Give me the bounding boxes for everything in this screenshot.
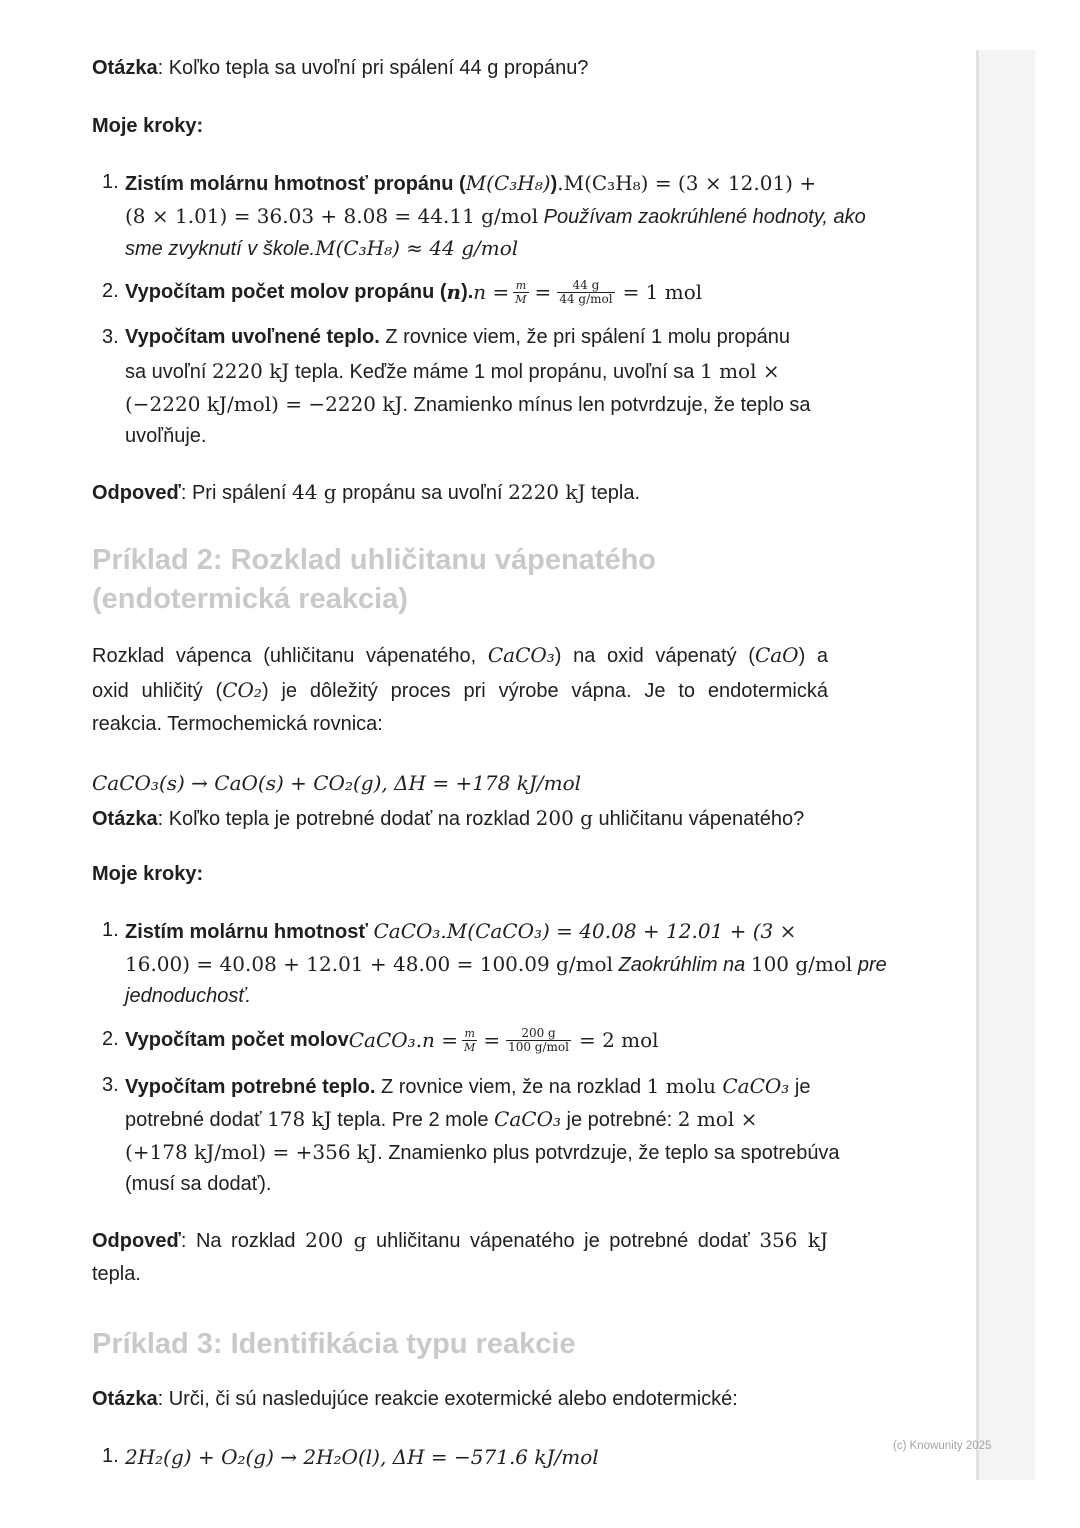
step3-text: Z rovnice viem, že na rozklad [375,1076,647,1098]
fraction-values [506,1027,571,1054]
step3-calc: (+178 kJ/mol) = +356 kJ [125,1140,378,1164]
step3-text: je potrebné: [561,1109,678,1131]
step3-line1 [125,326,790,349]
list-number: 3. [102,1074,119,1096]
step1-note: jednoduchosť. [125,985,252,1007]
answer-text: : Pri spálení [180,482,292,504]
frac-den: M [515,292,527,306]
step3-line2 [125,359,780,384]
step3-text: tepla. Pre [331,1109,429,1131]
step2-line1: Vypočítam počet molov propánu ( n ). n = $\frac{m}{M}$ = $\frac{44 g}{\text{44 g/mol}}$ = 1 mol [125,277,703,306]
step3-text: mole [439,1109,495,1131]
step1-formula: CaCO₃.M(CaCO₃) = 40.08 + 12.01 + (3 × [373,919,797,943]
intro-text: reakcia. Termochemická rovnica: [92,713,383,735]
step3-text: . Znamienko plus potvrdzuje, že teplo sa spotrebúva [377,1142,840,1164]
steps-label: Moje kroky: [92,115,204,137]
frac-den: 100 g/mol [508,1039,569,1054]
step1-approx: M(C₃H₈) ≈ 44 g/mol [315,236,519,260]
step3-line1 [125,1074,810,1099]
step1-title: Zistím molárnu hmotnosť propánu ( [125,173,466,195]
intro-line1 [92,643,828,668]
step3-text: (musí sa dodať). [125,1173,272,1195]
answer-value: 356 kJ [759,1228,828,1252]
answer-text: tepla. [585,482,641,504]
intro-text: Rozklad vápenca (uhličitanu vápenatého, [92,645,488,667]
step1-line3 [125,985,251,1008]
question-paragraph [92,806,804,831]
step3-text: sa uvoľní [125,361,212,383]
answer-text: propánu sa uvoľní [336,482,509,504]
intro-text: ) na oxid vápenatý ( [554,645,755,667]
question-label: Otázka [92,808,158,830]
reaction-equation: 2H₂(g) + O₂(g) → 2H₂O(l), ΔH = −571.6 kJ/mol [125,1445,599,1469]
answer-text: tepla. [92,1263,141,1285]
answer-value: 2220 kJ [508,480,586,504]
step1-line3 [125,236,518,261]
step1-formula-b: .M(C₃H₈) = (3 × 12.01) + [557,171,817,195]
step3-line3 [125,392,811,417]
step3-text: . Znamienko mínus len potvrdzuje, že teplo sa [402,394,811,416]
question-value: 200 g [535,806,593,830]
step3-text: Z rovnice viem, že pri spálení 1 molu propánu [379,326,790,348]
question-text: : Urči, či sú nasledujúce reakcie exotermické alebo endotermické: [157,1388,738,1410]
answer-label: Odpoveď [92,1230,181,1252]
right-margin-bar [976,50,1035,1480]
question-label: Otázka [92,1388,158,1410]
step1-paren: ) [550,173,558,195]
step3-value: 2 mol × [677,1107,758,1131]
step2-result: = 2 mol [578,1028,659,1052]
step3-line2 [125,1107,757,1132]
formula: CaCO₃ [722,1074,790,1098]
step3-title: Vypočítam potrebné teplo. [125,1076,376,1098]
formula: CaO [754,643,799,667]
formula: CaCO₃ [494,1107,561,1131]
step3-text: 2 [428,1109,440,1131]
heading-line: (endotermická reakcia) [92,583,408,615]
step1-note: Zaokrúhlim na [613,954,751,976]
step1-line1 [125,171,816,196]
step2-eq: n = [473,280,510,304]
list-number: 1. [102,1445,119,1467]
step3-text: tepla. Keďže máme 1 mol propánu, uvoľní sa [289,361,700,383]
step3-value: 1 molu [646,1074,723,1098]
fraction-m-over-M [462,1027,477,1054]
step1-calc: (8 × 1.01) = 36.03 + 8.08 = 44.11 g/mol [125,204,539,228]
intro-line2 [92,678,828,703]
step3-text: uvoľňuje. [125,425,207,447]
intro-text: ) je dôležitý proces pri výrobe vápna. Je to endotermická [261,680,828,702]
intro-text: oxid uhličitý ( [92,680,223,702]
step1-value: 100 g/mol [750,952,853,976]
step3-value: 2220 kJ [212,359,290,383]
step1-note-b: sme zvyknutí v škole. [125,238,316,260]
step3-line4 [125,1173,271,1196]
copyright-notice: (c) Knowunity 2025 [893,1440,992,1452]
frac-den: 44 g/mol [559,291,613,306]
step3-calc: (−2220 kJ/mol) = −2220 kJ [125,392,403,416]
frac-den: M [464,1040,476,1054]
frac-num: m [513,279,528,293]
section-heading: Príklad 3: Identifikácia typu reakcie [92,1328,576,1360]
step1-calc: 16.00) = 40.08 + 12.01 + 48.00 = 100.09 g/mol [125,952,613,976]
question-text: : Koľko tepla je potrebné dodať na rozklad [157,808,536,830]
frac-num: 200 g [506,1027,571,1041]
step2-formula: CaCO₃.n = [348,1028,459,1052]
list-number: 2. [102,1028,119,1050]
step3-line4 [125,425,206,448]
step2-line1: Vypočítam počet molov CaCO₃.n = $\frac{m}{M}$ = $\frac{200 g}{\text{100 g/mol}}$ = 2 mol [125,1025,659,1054]
answer-value: 44 g [292,480,337,504]
step3-value: 1 mol × [699,359,780,383]
answer-paragraph [92,1228,828,1253]
heading-line: Príklad 2: Rozklad uhličitanu vápenatého [92,544,657,576]
answer-line2 [92,1263,141,1286]
list-number: 3. [102,326,119,348]
list-number: 2. [102,280,119,302]
step3-text: je [789,1076,811,1098]
steps-heading [92,115,203,138]
fraction-m-over-M [513,279,528,306]
step1-title: Zistím molárnu hmotnosť [125,921,374,943]
formula: CO₂ [222,678,262,702]
step1-note: pre [852,954,887,976]
step1-line2 [125,204,866,229]
thermochemical-equation: CaCO₃(s) → CaO(s) + CO₂(g), ΔH = +178 kJ/mol [92,771,582,795]
formula: CaCO₃ [487,643,555,667]
answer-value: 200 g [305,1228,367,1252]
step2-result: = 1 mol [622,280,703,304]
step1-note: Používam zaokrúhlené hodnoty, ako [538,206,866,228]
question-paragraph [92,57,588,80]
answer-text: uhličitanu vápenatého je potrebné dodať [366,1230,760,1252]
question-paragraph [92,1388,738,1411]
step3-line3 [125,1140,840,1165]
answer-text: : Na rozklad [180,1230,306,1252]
step3-text: potrebné dodať [125,1109,268,1131]
step1-formula: M(C₃H₈) [465,171,551,195]
answer-paragraph [92,480,640,505]
steps-heading [92,863,203,886]
step1-line1 [125,919,796,944]
step3-title: Vypočítam uvoľnené teplo. [125,326,380,348]
list-number: 1. [102,171,119,193]
intro-line3 [92,713,383,736]
list-number: 1. [102,919,119,941]
section-heading [92,541,656,619]
frac-num: m [462,1027,477,1041]
step2-title: Vypočítam počet molov [125,1028,349,1051]
step2-paren: ). [461,280,474,303]
frac-num: 44 g [557,279,614,293]
step3-value: 178 kJ [267,1107,332,1131]
step2-title: Vypočítam počet molov propánu ( [125,280,447,303]
question-label: Otázka [92,57,158,79]
question-text: : Koľko tepla sa uvoľní pri spálení 44 g propánu? [157,57,589,79]
intro-text: ) a [798,645,829,667]
answer-label: Odpoveď [92,482,181,504]
fraction-values [557,279,614,306]
steps-label: Moje kroky: [92,863,204,885]
question-text: uhličitanu vápenatého? [592,808,805,830]
step2-var: n [446,280,462,304]
step1-line2 [125,952,887,977]
